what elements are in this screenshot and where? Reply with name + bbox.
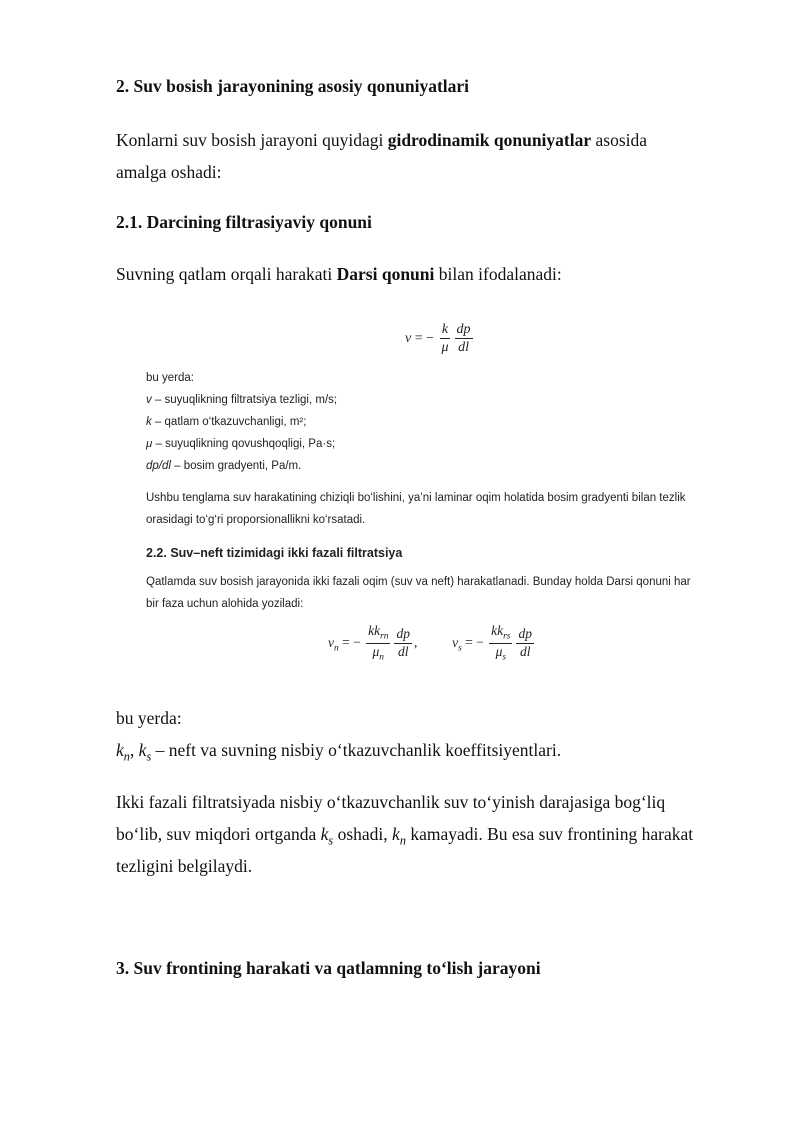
after-ks: k <box>138 740 147 760</box>
scan-para2-line1: Qatlamda suv bosish jarayonida ikki fazali oqim (suv va neft) harakatlanadi. Bunday holda Darsi qonuni har <box>146 576 691 588</box>
oil-v: v <box>328 634 334 650</box>
after-ks-sub: s <box>146 749 152 764</box>
scan-para1-line1: Ushbu tenglama suv harakatining chiziqli bo‘lishini, ya’ni laminar oqim holatida bosim gradyenti bilan tezlik <box>146 492 686 504</box>
formula-eq: = − <box>414 331 435 347</box>
section-2-2-heading: 2.2. Suv–neft tizimidagi ikki fazali filtratsiya <box>146 546 403 560</box>
water-v-sub: s <box>458 643 462 654</box>
after-where-label: bu yerda: <box>116 708 182 728</box>
formula-fraction-dp-dl <box>455 322 473 356</box>
section-2-heading: 2. Suv bosish jarayonining asosiy qonuniyatlari <box>116 76 470 96</box>
def-text-dpdl: – bosim gradyenti, Pa/m. <box>170 460 302 472</box>
oil-v-sub: n <box>334 643 339 654</box>
water-fraction-k <box>489 624 512 663</box>
oil-den-mu: μ <box>372 644 380 660</box>
water-num-sub: rs <box>503 631 511 642</box>
scan-para2-line2: bir faza uchun alohida yoziladi: <box>146 598 304 610</box>
after-def-line <box>116 734 561 773</box>
section-2-intro-line2: amalga oshadi: <box>116 162 222 182</box>
def-symbol-dpdl: dp/dl <box>146 460 171 472</box>
darcy-text-post: bilan ifodalanadi: <box>434 264 562 284</box>
oil-fraction-dp <box>394 627 412 660</box>
water-den-dl: dl <box>519 644 531 660</box>
formula-den-mu: μ <box>441 340 449 356</box>
def-symbol-mu: μ <box>146 438 153 450</box>
def-symbol-v: v <box>146 394 152 406</box>
oil-fraction-k <box>366 624 390 663</box>
formula-num-k: k <box>440 322 450 339</box>
formula-den-dl: dl <box>458 340 469 356</box>
after-para-line1: Ikki fazali filtratsiyada nisbiy o‘tkazuvchanlik suv to‘yinish darajasiga bog‘liq <box>116 792 666 812</box>
section-2-1-text <box>116 258 562 290</box>
water-den <box>494 644 508 663</box>
def-text-k: – qatlam o‘tkazuvchanligi, m²; <box>151 416 307 428</box>
scan-def-v <box>146 394 337 406</box>
after-para2-ks: k <box>320 824 329 844</box>
after-kn-sub: n <box>123 749 130 764</box>
after-comma: , <box>129 740 139 760</box>
water-v: v <box>452 634 459 650</box>
oil-num <box>366 624 390 644</box>
after-para2-ks-sub: s <box>328 833 334 848</box>
def-symbol-k: k <box>146 416 152 428</box>
section-2-intro-line1 <box>116 124 647 156</box>
scan-para1-line2: orasidagi to‘g‘ri proporsionallikni ko‘rsatadi. <box>146 514 366 526</box>
water-velocity <box>452 634 462 654</box>
oil-num-sub: rn <box>380 631 389 642</box>
water-fraction-dp <box>516 627 534 660</box>
after-para2-kn-sub: n <box>399 833 406 848</box>
intro-text-pre: Konlarni suv bosish jarayoni quyidagi <box>116 130 388 150</box>
two-phase-formula <box>328 624 536 663</box>
oil-den-dl: dl <box>397 644 409 660</box>
formula-separator: , <box>413 634 418 650</box>
oil-num-dp: dp <box>394 627 412 644</box>
scan-def-k <box>146 416 306 428</box>
formula-fraction-k-mu <box>440 322 451 356</box>
intro-text-bold: gidrodinamik qonuniyatlar <box>387 130 592 150</box>
oil-den <box>371 644 387 663</box>
scan-where-label: bu yerda: <box>146 372 194 384</box>
intro-text-post: asosida <box>591 130 648 150</box>
section-3-heading: 3. Suv frontining harakati va qatlamning to‘lish jarayoni <box>116 958 541 978</box>
after-para2-kn: k <box>392 824 400 844</box>
water-num <box>489 624 512 644</box>
water-num-kk: kk <box>491 623 504 638</box>
after-def-text: – neft va suvning nisbiy o‘tkazuvchanlik koeffitsiyentlari. <box>151 740 562 760</box>
darcy-text-pre: Suvning qatlam orqali harakati <box>116 264 337 284</box>
scan-def-mu <box>146 438 335 450</box>
scan-def-dpdl <box>146 460 301 472</box>
after-para2-c: kamayadi. Bu esa suv frontining harakat <box>405 824 694 844</box>
after-para2-b: oshadi, <box>333 824 393 844</box>
oil-velocity <box>328 634 339 654</box>
after-para2-a: bo‘lib, suv miqdori ortganda <box>116 824 321 844</box>
def-text-v: – suyuqlikning filtratsiya tezligi, m/s; <box>151 394 338 406</box>
darcy-formula <box>405 322 475 356</box>
darcy-text-bold: Darsi qonuni <box>336 264 435 284</box>
oil-num-kk: kk <box>368 623 381 638</box>
water-den-mu: μ <box>495 644 503 660</box>
formula-lhs: v <box>405 331 412 347</box>
oil-eq: = − <box>342 634 361 650</box>
after-para-line3: tezligini belgilaydi. <box>116 856 253 876</box>
oil-den-sub: n <box>379 652 385 663</box>
water-num-dp: dp <box>516 627 534 644</box>
def-text-mu: – suyuqlikning qovushqoqligi, Pa·s; <box>152 438 336 450</box>
water-eq: = − <box>465 634 484 650</box>
after-kn: k <box>116 740 124 760</box>
formula-num-dp: dp <box>455 322 473 339</box>
section-2-1-heading: 2.1. Darcining filtrasiyaviy qonuni <box>116 212 372 232</box>
water-den-sub: s <box>502 652 507 663</box>
